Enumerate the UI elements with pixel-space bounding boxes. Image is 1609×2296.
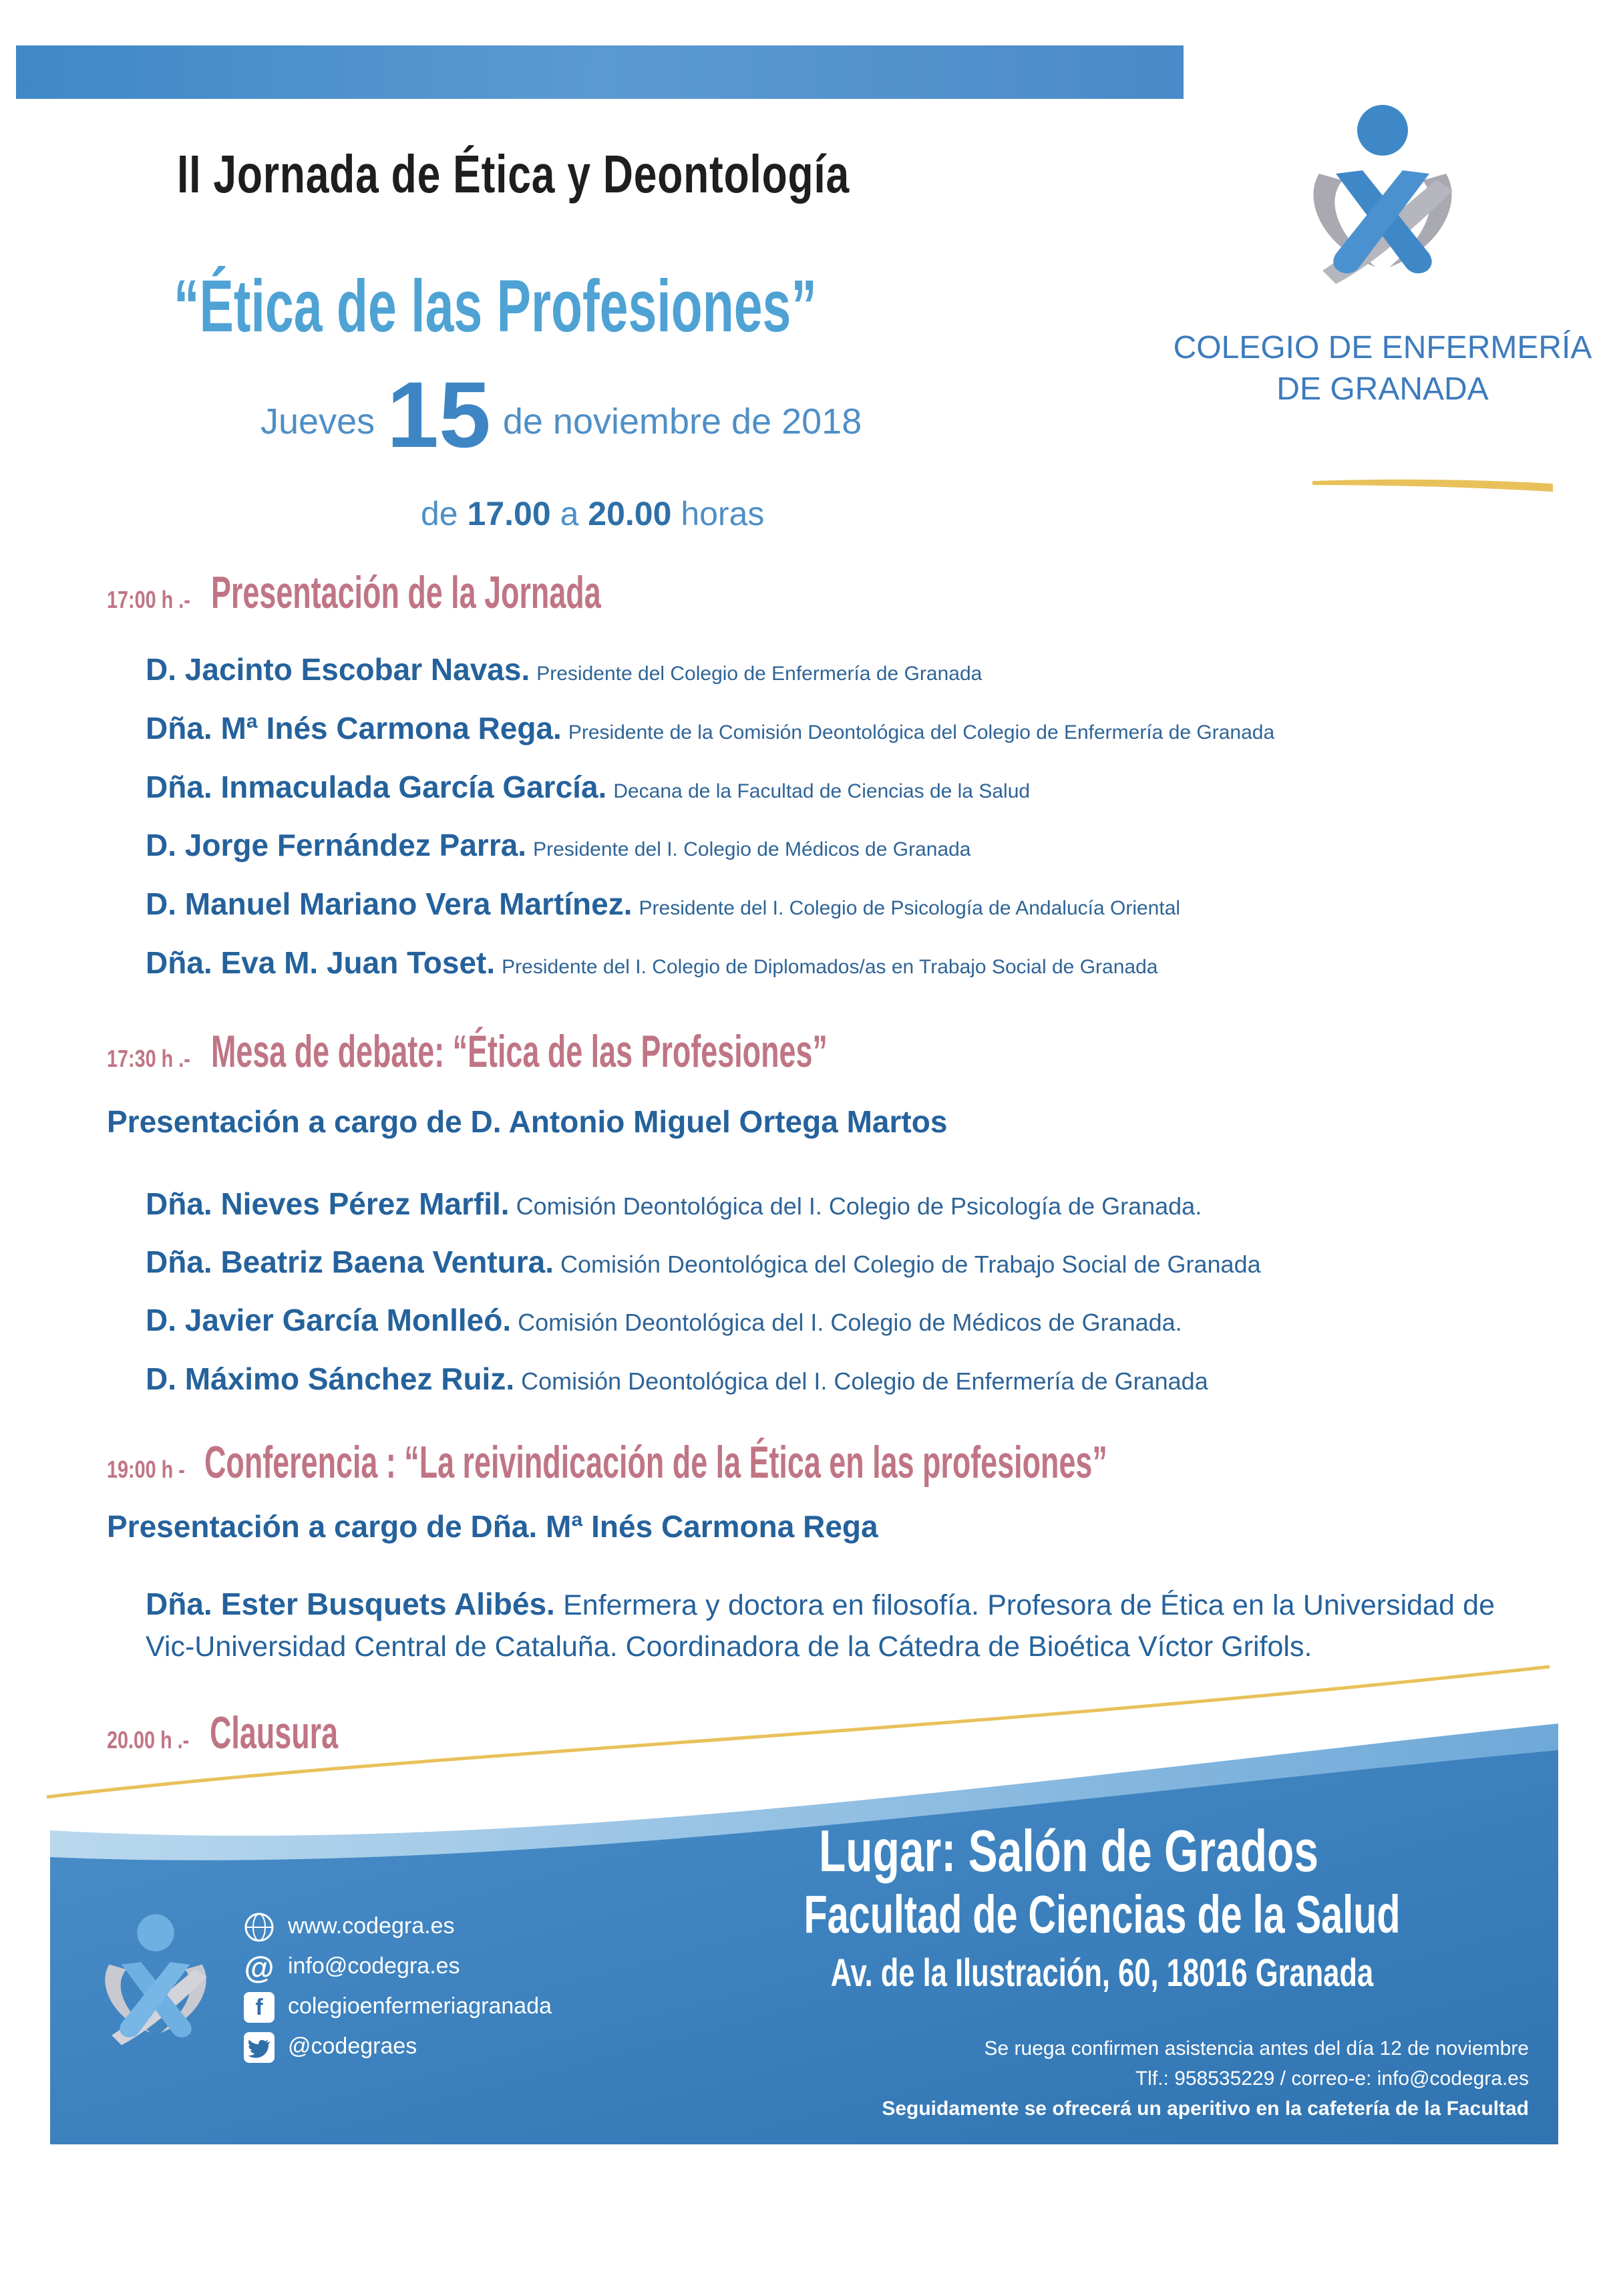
speaker-name: Dña. Beatriz Baena Ventura.	[146, 1245, 554, 1279]
section-time: 20.00 h .-	[107, 1726, 190, 1754]
event-title: II Jornada de Ética y Deontología	[177, 144, 850, 204]
speaker-row	[146, 1361, 1208, 1397]
rsvp-note: Se ruega confirmen asistencia antes del día 12 de noviembre	[984, 2037, 1529, 2060]
speaker-name: Dña. Inmaculada García García.	[146, 770, 607, 804]
date-prefix: Jueves	[260, 401, 375, 442]
speaker-row	[146, 1244, 1261, 1280]
facebook-icon: f	[244, 1992, 275, 2023]
twitter-icon	[244, 2032, 275, 2063]
time-start: 17.00	[467, 495, 551, 532]
contact-facebook[interactable]	[244, 1992, 552, 2023]
section-title: Clausura	[210, 1707, 339, 1758]
speaker-name: D. Jorge Fernández Parra.	[146, 828, 527, 862]
contact-website[interactable]	[244, 1912, 454, 1943]
speaker-name: D. Jacinto Escobar Navas.	[146, 652, 530, 687]
speaker-role: Comisión Deontológica del I. Colegio de Enfermería de Granada	[521, 1367, 1208, 1395]
speaker-role: Comisión Deontológica del Colegio de Trabajo Social de Granada	[560, 1251, 1261, 1278]
date-day: 15	[387, 362, 491, 467]
section-presentacion-head	[107, 566, 801, 619]
speaker-row	[146, 1302, 1182, 1338]
speaker-name: Dña. Mª Inés Carmona Rega.	[146, 711, 562, 746]
aperitivo-note: Seguidamente se ofrecerá un aperitivo en la cafetería de la Facultad	[882, 2098, 1529, 2120]
speaker-row	[146, 651, 982, 687]
contact-label: www.codegra.es	[288, 1913, 455, 1939]
speaker-name: Dña. Nieves Pérez Marfil.	[146, 1186, 510, 1221]
speaker-role: Presidente del I. Colegio de Médicos de Granada	[533, 838, 971, 860]
section-time: 19:00 h -	[107, 1456, 185, 1483]
speaker-role: Enfermera y doctora en filosofía. Profesora de Ética en la Universidad de Vic-Universidad Central de Cataluña. Coordinadora de la Cátedra de Bioética Víctor Grifols.	[146, 1589, 1495, 1663]
time-prefix: de	[421, 495, 458, 532]
gold-accent-line	[1312, 476, 1553, 494]
section-mesa-head	[107, 1025, 1145, 1078]
contact-label: colegioenfermeriagranada	[288, 1993, 552, 2019]
speaker-row	[146, 710, 1274, 746]
org-name-line2: DE GRANADA	[1276, 371, 1489, 407]
footer-logo	[92, 1907, 219, 2061]
contact-label: info@codegra.es	[288, 1953, 460, 1979]
section-title: Conferencia : “La reivindicación de la Ética en las profesiones”	[204, 1437, 1107, 1488]
speaker-role: Comisión Deontológica del I. Colegio de Médicos de Granada.	[518, 1309, 1182, 1336]
speaker-row	[146, 1186, 1202, 1222]
contact-email[interactable]	[244, 1952, 460, 1983]
speaker-role: Presidente del I. Colegio de Psicología de Andalucía Oriental	[639, 897, 1181, 919]
speaker-role: Presidente de la Comisión Deontológica del Colegio de Enfermería de Granada	[568, 721, 1275, 744]
www-globe-icon	[244, 1912, 275, 1943]
at-sign-icon: @	[244, 1950, 275, 1985]
speaker-name: D. Javier García Monlleó.	[146, 1303, 512, 1337]
time-end: 20.00	[588, 495, 672, 532]
event-date	[260, 361, 862, 469]
section-time: 17:30 h .-	[107, 1045, 190, 1072]
time-middle: a	[560, 495, 579, 532]
venue-address: Av. de la Ilustración, 60, 18016 Granada	[830, 1951, 1374, 1995]
speaker-row	[146, 945, 1157, 981]
section-title: Presentación de la Jornada	[211, 567, 601, 618]
section-time: 17:00 h .-	[107, 586, 190, 613]
org-logo	[1296, 100, 1469, 301]
org-name-line1: COLEGIO DE ENFERMERÍA	[1173, 330, 1592, 365]
org-name	[1149, 327, 1609, 410]
speaker-role: Comisión Deontológica del I. Colegio de Psicología de Granada.	[516, 1192, 1202, 1220]
header-band	[16, 45, 1184, 99]
speaker-name: Dña. Ester Busquets Alibés.	[146, 1587, 555, 1621]
contact-label: @codegraes	[288, 2033, 417, 2059]
speaker-name: D. Manuel Mariano Vera Martínez.	[146, 886, 633, 921]
speaker-role: Presidente del I. Colegio de Diplomados/as en Trabajo Social de Granada	[502, 956, 1158, 978]
presenter-line: Presentación a cargo de Dña. Mª Inés Carmona Rega	[107, 1509, 878, 1544]
contact-twitter[interactable]	[244, 2032, 417, 2063]
contact-note: Tlf.: 958535229 / correo-e: info@codegra.es	[1135, 2068, 1529, 2090]
event-subtitle: “Ética de las Profesiones”	[174, 265, 817, 347]
event-time	[421, 494, 764, 533]
presenter-line: Presentación a cargo de D. Antonio Miguel Ortega Martos	[107, 1104, 948, 1139]
venue-room: Lugar: Salón de Grados	[818, 1818, 1319, 1884]
speaker-row	[146, 827, 971, 863]
speaker-row	[146, 886, 1180, 922]
section-conferencia-head	[107, 1436, 1572, 1488]
speaker-name: D. Máximo Sánchez Ruiz.	[146, 1361, 515, 1396]
time-suffix: horas	[681, 495, 765, 532]
speaker-name: Dña. Eva M. Juan Toset.	[146, 945, 496, 980]
speaker-row	[146, 769, 1030, 805]
date-suffix: de noviembre de 2018	[502, 401, 862, 442]
speaker-role: Presidente del Colegio de Enfermería de Granada	[536, 663, 982, 685]
speaker-role: Decana de la Facultad de Ciencias de la Salud	[613, 780, 1031, 802]
section-title: Mesa de debate: “Ética de las Profesiones”	[211, 1026, 828, 1077]
venue-faculty: Facultad de Ciencias de la Salud	[803, 1884, 1401, 1944]
